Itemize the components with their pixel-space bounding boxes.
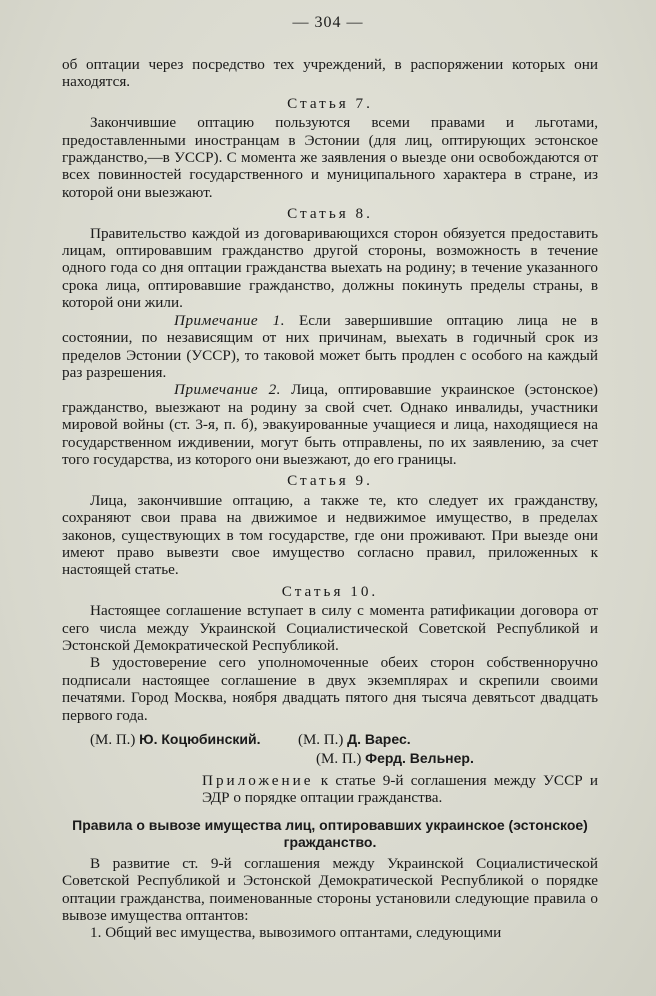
note-1-text: Если завершившие оптацию лица не в состоянии, по независящим от них причинам, выехать в годичный срок из пределов Эстонии (УССР), то таковой может быть продлен с особого на каждый раз разрешения. [62, 311, 598, 381]
article-7-text: Закончившие оптацию пользуются всеми правами и льготами, предоставленными иностранцам в Эстонии (для лиц, оптирующих эстонское гражданство,—в УССР). С момента же заявления о выезде они освобождаются от всех повинностей государственного и муниципального характера в стране, из которой они выезжают. [62, 114, 598, 201]
signature-row-1 [90, 730, 598, 749]
page-number: — 304 — [292, 14, 364, 31]
signatures-block [62, 730, 598, 768]
article-7-heading: Статья 7. [287, 94, 373, 112]
seal-mark-2: (М. П.) [297, 732, 344, 749]
article-8-note-2 [62, 381, 598, 468]
note-1-label: Примечание 1. [174, 311, 285, 329]
seal-mark-1: (М. П.) [90, 732, 136, 749]
article-8-note-1 [62, 312, 598, 382]
article-9-text: Лица, закончившие оптацию, а также те, кто следует их гражданству, сохраняют свои права на движимое и недвижимое имущество, в пределах законов, существующих в том государстве, где они проживают. При выезде они имеют право вывезти свое имущество согласно правил, приложенных к настоящей статье. [62, 491, 598, 579]
rules-item-1: 1. Общий вес имущества, вывозимого оптантами, следующими [90, 924, 502, 942]
signature-welner: Ферд. Вельнер. [365, 750, 474, 767]
signature-vares: Д. Варес. [347, 731, 411, 748]
article-9-heading: Статья 9. [287, 472, 373, 490]
article-8-heading: Статья 8. [287, 205, 373, 223]
paragraph-continuation: об оптации через посредство тех учреждений, в распоряжении которых они находятся. [62, 56, 598, 91]
page-body [62, 56, 598, 942]
appendix-text: к статье 9-й соглашения между УССР и ЭДР о порядке оптации гражданства. [202, 772, 598, 807]
article-8-text: Правительство каждой из договаривающихся сторон обязуется предоставить лицам, оптировавшим гражданство другой стороны, возможность в течение одного года со дня оптации гражданства выехать на родину; в течение указанного срока лица, оптировавшие гражданство, должны покинуть пределы страны, в которой они жили. [62, 224, 598, 312]
article-10-heading: Статья 10. [281, 582, 379, 600]
note-2-text: Лица, оптировавшие украинское (эстонское) гражданство, выезжают на родину за свой счет. Однако инвалиды, участники мировой войны (ст. 3-я, п. б), эвакуированные учащиеся и лица, находящиеся на государственном иждивении, могут быть отправлены, по их заявлению, за счет того государства, из которого они выезжают, до его границы. [62, 381, 598, 468]
appendix-note [202, 772, 598, 807]
appendix-word: Приложение [202, 772, 314, 790]
signature-kotsiubynsky: Ю. Коцюбинский. [139, 731, 261, 748]
note-2-label: Примечание 2. [174, 381, 281, 399]
rules-intro: В развитие ст. 9-й соглашения между Украинской Социалистической Советской Республикой и Эстонской Демократической Республикой о порядке оптации гражданства, поименованные стороны установили следующие правила о вывозе имущества оптантов: [62, 854, 598, 925]
rules-title: Правила о вывозе имущества лиц, оптировавших украинское (эстонское) гражданство. [72, 816, 588, 850]
article-10-text-2: В удостоверение сего уполномоченные обеих сторон собственноручно подписали настоящее соглашение в двух экземплярах и скрепили своими печатями. Город Москва, ноября двадцать пятого дня тысяча девятьсот двадцать первого года. [62, 654, 598, 724]
seal-mark-3: (М. П.) [316, 751, 362, 768]
article-10-text-1: Настоящее соглашение вступает в силу с момента ратификации договора от сего числа между Украинской Социалистической Советской Республикой и Эстонской Демократической Республикой. [62, 602, 598, 654]
signature-row-2 [316, 749, 598, 768]
